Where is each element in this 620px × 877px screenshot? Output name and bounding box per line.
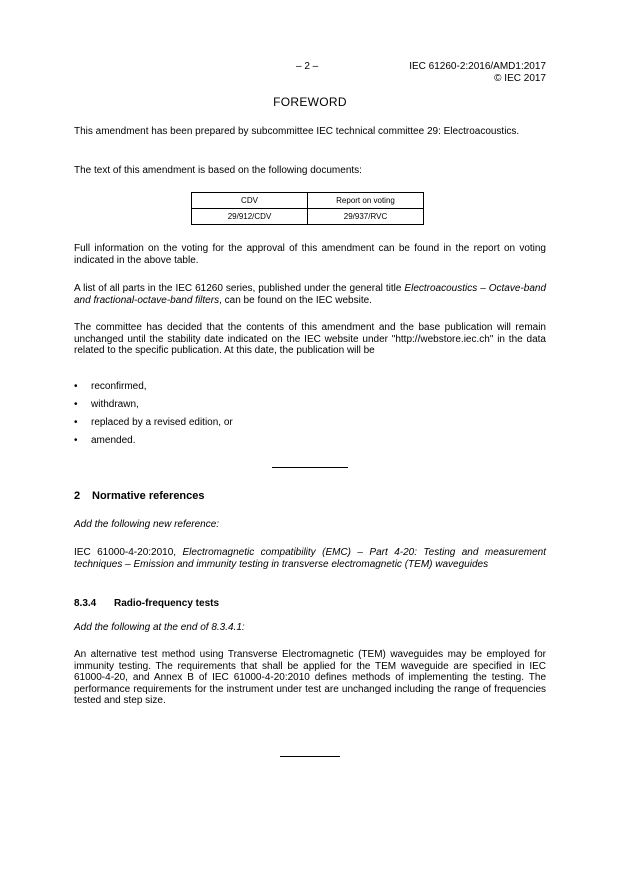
section-number: 2 — [74, 490, 81, 502]
table-cell: 29/912/CDV — [192, 209, 308, 225]
instruction-text: Add the following at the end of 8.3.4.1: — [74, 622, 245, 633]
list-item-text: replaced by a revised edition, or — [91, 417, 233, 428]
reference-id: IEC 61000-4-20:2010, — [74, 547, 183, 558]
page-number: – 2 – — [296, 61, 319, 72]
series-title: Electroacoustics – Octave-band and fractional-octave-band filters — [74, 283, 547, 306]
doc-ref: IEC 61260-2:2016/AMD1:2017 — [409, 61, 546, 72]
intro-paragraph: This amendment has been prepared by subcommittee IEC technical committee 29: Electroacoustics. — [74, 126, 520, 137]
list-item-text: amended. — [91, 435, 136, 446]
voting-paragraph: Full information on the voting for the approval of this amendment can be found in the report on voting indicated in the above table. — [74, 243, 546, 266]
documents-table — [191, 192, 424, 225]
parts-text-before: A list of all parts in the IEC 61260 series, published under the general title — [74, 283, 405, 294]
subsection-title: Radio-frequency tests — [114, 598, 220, 609]
bullet-icon: • — [74, 417, 78, 428]
committee-paragraph: The committee has decided that the contents of this amendment and the base publication will remain unchanged until the stability date indicated on the IEC website under "http://webstore.iec.ch" in the data related to the specific publication. At this date, the publication will be — [74, 322, 546, 356]
section-title: Normative references — [92, 490, 205, 502]
parts-paragraph — [74, 283, 546, 306]
table-row — [192, 209, 424, 225]
table-header-row — [192, 193, 424, 209]
list-item-text: withdrawn, — [91, 399, 139, 410]
copyright: © IEC 2017 — [494, 72, 546, 84]
bullet-icon: • — [74, 435, 78, 446]
instruction-text: Add the following new reference: — [74, 519, 220, 530]
bullet-icon: • — [74, 381, 78, 392]
table-cell: 29/937/RVC — [308, 209, 424, 225]
reference-entry — [74, 547, 546, 570]
table-header-cell: Report on voting — [308, 193, 424, 209]
subsection-heading — [74, 598, 219, 609]
documents-intro: The text of this amendment is based on the following documents: — [74, 165, 362, 176]
reference-title: Electromagnetic compatibility (EMC) – Part 4-20: Testing and measurement techniques – Emission and immunity testing in transverse electromagnetic (TEM) waveguides — [74, 547, 547, 570]
parts-text-after: , can be found on the IEC website. — [219, 294, 372, 306]
list-item-text: reconfirmed, — [91, 381, 147, 392]
page-title: FOREWORD — [273, 95, 347, 109]
document-reference — [409, 61, 546, 84]
end-separator-line — [280, 756, 340, 757]
separator-line — [272, 467, 348, 468]
body-paragraph: An alternative test method using Transverse Electromagnetic (TEM) waveguides may be employed for immunity testing. The requirements that shall be applied for the TEM waveguide are specified in IEC 61000-4-20, and Annex B of IEC 61000-4-20:2010 defines methods of implementing the testing. The performance requirements for the instrument under test are unchanged including the range of frequencies tested and step size. — [74, 649, 546, 706]
section-heading — [74, 490, 205, 502]
bullet-icon: • — [74, 399, 78, 410]
table-header-cell: CDV — [192, 193, 308, 209]
subsection-number: 8.3.4 — [74, 598, 97, 609]
